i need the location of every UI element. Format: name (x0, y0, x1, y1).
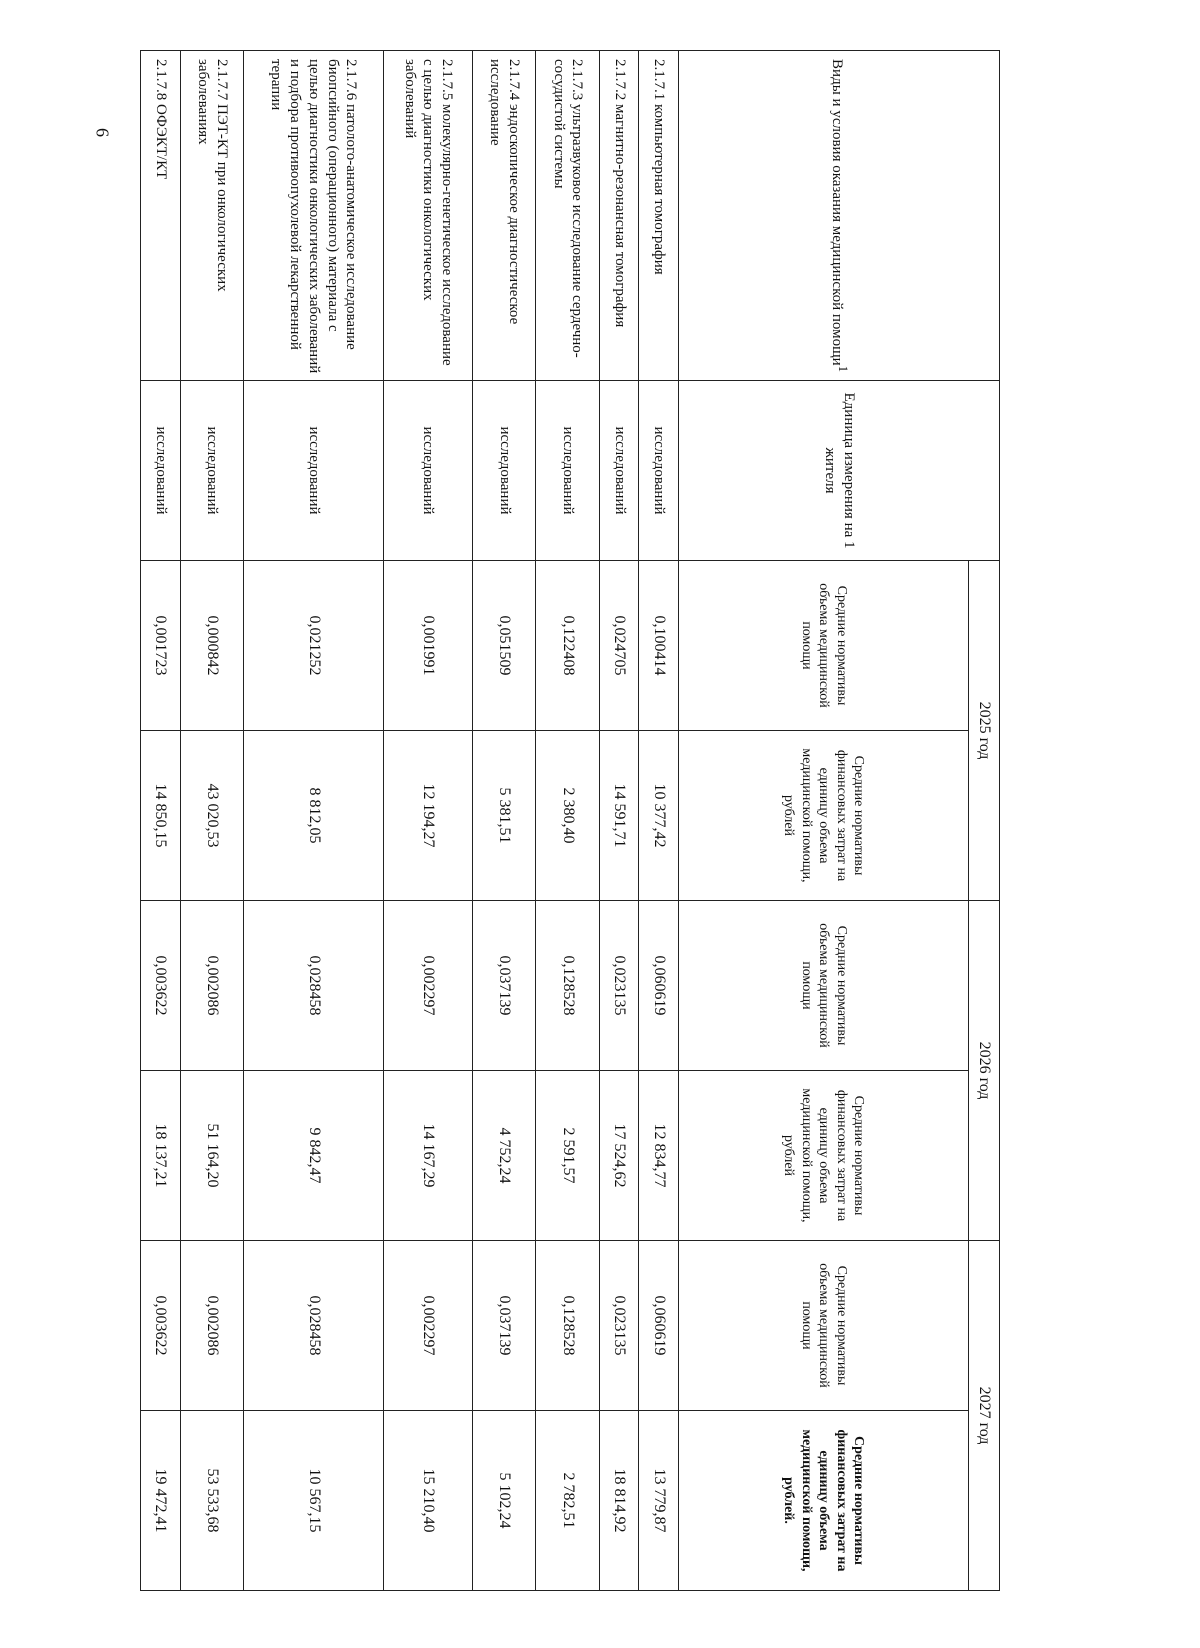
cell-volume-2025: 0,122408 (536, 561, 599, 731)
table-row (141, 51, 181, 1591)
cell-cost-2026: 51 164,20 (180, 1071, 243, 1241)
table-row (639, 51, 679, 1591)
cell-volume-2027: 0,002297 (384, 1241, 473, 1411)
cell-volume-2026: 0,060619 (639, 901, 679, 1071)
cell-volume-2026: 0,003622 (141, 901, 181, 1071)
normatives-table (140, 50, 1000, 1591)
row-unit: исследований (639, 381, 679, 561)
cell-volume-2027: 0,023135 (599, 1241, 639, 1411)
cell-cost-2026: 2 591,57 (536, 1071, 599, 1241)
cell-cost-2027: 53 533,68 (180, 1411, 243, 1591)
cell-cost-2025: 2 380,40 (536, 731, 599, 901)
cell-volume-2026: 0,128528 (536, 901, 599, 1071)
page-number: 6 (92, 128, 113, 137)
cell-volume-2026: 0,023135 (599, 901, 639, 1071)
header-year-2025: 2025 год (969, 561, 1000, 901)
table-row (536, 51, 599, 1591)
header-cost-2025: Средние нормативы финансовых затрат на единицу объема медицинской помощи, рублей (679, 731, 969, 901)
header-cost-2027: Средние нормативы финансовых затрат на единицу объема медицинской помощи, рублей. (679, 1411, 969, 1591)
cell-volume-2025: 0,001991 (384, 561, 473, 731)
row-unit: исследований (141, 381, 181, 561)
cell-volume-2027: 0,037139 (473, 1241, 536, 1411)
row-name: 2.1.7.1 компьютерная томография (639, 51, 679, 381)
cell-volume-2025: 0,100414 (639, 561, 679, 731)
cell-cost-2026: 14 167,29 (384, 1071, 473, 1241)
cell-volume-2025: 0,001723 (141, 561, 181, 731)
table-row (599, 51, 639, 1591)
cell-volume-2027: 0,003622 (141, 1241, 181, 1411)
row-unit: исследований (384, 381, 473, 561)
cell-volume-2025: 0,021252 (243, 561, 383, 731)
cell-cost-2027: 18 814,92 (599, 1411, 639, 1591)
cell-cost-2027: 19 472,41 (141, 1411, 181, 1591)
header-unit: Единица измерения на 1 жителя (679, 381, 1000, 561)
cell-cost-2026: 17 524,62 (599, 1071, 639, 1241)
header-year-2026: 2026 год (969, 901, 1000, 1241)
table-row (243, 51, 383, 1591)
cell-cost-2027: 2 782,51 (536, 1411, 599, 1591)
cell-cost-2025: 12 194,27 (384, 731, 473, 901)
row-name: 2.1.7.5 молекулярно-генетическое исследование с целью диагностики онкологических заболеваний (384, 51, 473, 381)
cell-cost-2025: 10 377,42 (639, 731, 679, 901)
row-unit: исследований (536, 381, 599, 561)
header-volume-2027: Средние нормативы объема медицинской помощи (679, 1241, 969, 1411)
cell-cost-2025: 8 812,05 (243, 731, 383, 901)
rotated-table-wrapper (140, 50, 1000, 1590)
cell-volume-2026: 0,002297 (384, 901, 473, 1071)
cell-volume-2027: 0,002086 (180, 1241, 243, 1411)
cell-volume-2027: 0,060619 (639, 1241, 679, 1411)
cell-cost-2026: 18 137,21 (141, 1071, 181, 1241)
row-name: 2.1.7.8 ОФЭКТ/КТ (141, 51, 181, 381)
header-type-of-care: Виды и условия оказания медицинской помощи$^1$ (679, 51, 1000, 381)
cell-cost-2025: 14 591,71 (599, 731, 639, 901)
cell-cost-2027: 10 567,15 (243, 1411, 383, 1591)
row-name: 2.1.7.6 патолого-анатомическое исследование биопсийного (операционного) материала с целью диагностики онкологических заболеваний и подбора противоопухолевой лекарственной терапии (243, 51, 383, 381)
cell-volume-2027: 0,128528 (536, 1241, 599, 1411)
row-unit: исследований (180, 381, 243, 561)
cell-cost-2027: 15 210,40 (384, 1411, 473, 1591)
row-name: 2.1.7.3 ультразвуковое исследование сердечно-сосудистой системы (536, 51, 599, 381)
cell-cost-2026: 4 752,24 (473, 1071, 536, 1241)
row-unit: исследований (473, 381, 536, 561)
table-row (180, 51, 243, 1591)
row-name: 2.1.7.2 магнитно-резонансная томография (599, 51, 639, 381)
cell-volume-2026: 0,037139 (473, 901, 536, 1071)
cell-volume-2025: 0,000842 (180, 561, 243, 731)
table-row (384, 51, 473, 1591)
cell-cost-2025: 14 850,15 (141, 731, 181, 901)
table-row (473, 51, 536, 1591)
cell-cost-2026: 9 842,47 (243, 1071, 383, 1241)
cell-cost-2027: 5 102,24 (473, 1411, 536, 1591)
row-name: 2.1.7.4 эндоскопическое диагностическое исследование (473, 51, 536, 381)
cell-cost-2025: 43 020,53 (180, 731, 243, 901)
header-volume-2025: Средние нормативы объема медицинской помощи (679, 561, 969, 731)
cell-cost-2026: 12 834,77 (639, 1071, 679, 1241)
row-name: 2.1.7.7 ПЭТ-КТ при онкологических заболеваниях (180, 51, 243, 381)
cell-volume-2025: 0,051509 (473, 561, 536, 731)
header-year-2027: 2027 год (969, 1241, 1000, 1591)
cell-cost-2025: 5 381,51 (473, 731, 536, 901)
row-unit: исследований (243, 381, 383, 561)
cell-volume-2026: 0,028458 (243, 901, 383, 1071)
cell-volume-2025: 0,024705 (599, 561, 639, 731)
header-volume-2026: Средние нормативы объема медицинской помощи (679, 901, 969, 1071)
row-unit: исследований (599, 381, 639, 561)
cell-cost-2027: 13 779,87 (639, 1411, 679, 1591)
cell-volume-2026: 0,002086 (180, 901, 243, 1071)
header-cost-2026: Средние нормативы финансовых затрат на единицу объема медицинской помощи, рублей (679, 1071, 969, 1241)
cell-volume-2027: 0,028458 (243, 1241, 383, 1411)
